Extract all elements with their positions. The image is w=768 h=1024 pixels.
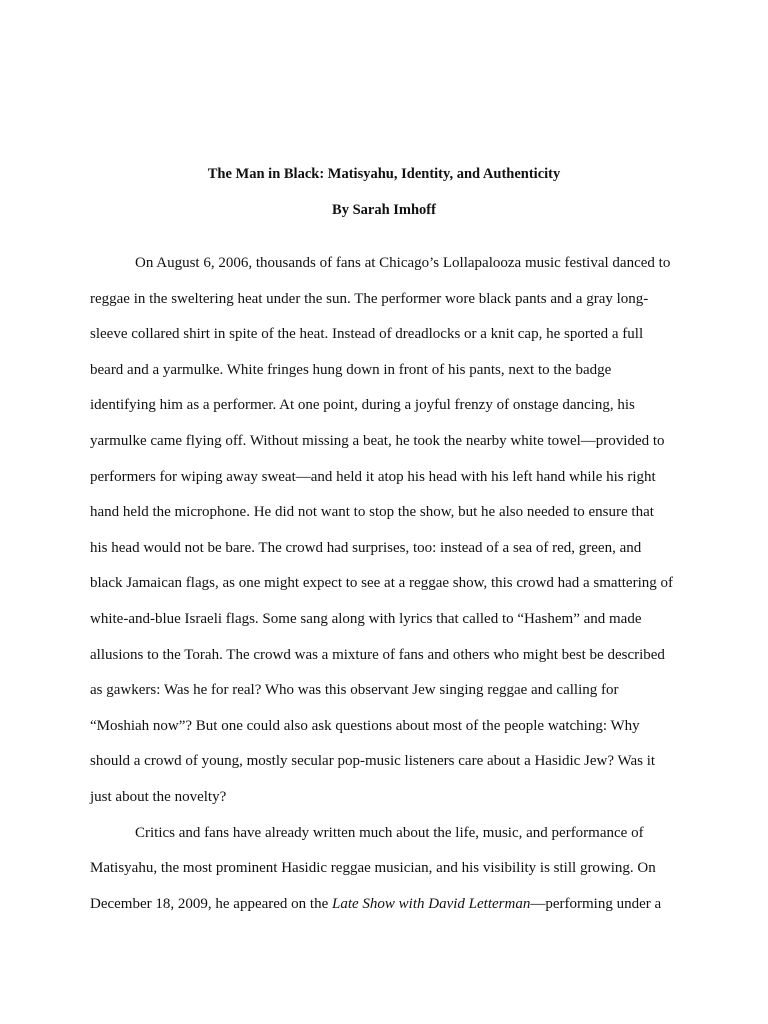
paragraph-line: just about the novelty? (90, 788, 227, 805)
paragraph-line: Critics and fans have already written much about the life, music, and performance of (135, 824, 644, 841)
paragraph-line: his head would not be bare. The crowd had surprises, too: instead of a sea of red, green, and (90, 539, 642, 556)
body-text (90, 251, 690, 927)
paragraph-line: sleeve collared shirt in spite of the heat. Instead of dreadlocks or a knit cap, he sported a full (90, 326, 644, 343)
paragraph-line: performers for wiping away sweat—and held it atop his head with his left hand while his right (90, 468, 656, 485)
paragraph-line: as gawkers: Was he for real? Who was this observant Jew singing reggae and calling for (90, 682, 619, 699)
paragraph-line: identifying him as a performer. At one point, during a joyful frenzy of onstage dancing, his (90, 397, 635, 414)
paragraph-line (90, 892, 690, 928)
document-title: The Man in Black: Matisyahu, Identity, and Authenticity (207, 166, 561, 182)
paragraph-line: black Jamaican flags, as one might expect to see at a reggae show, this crowd had a smattering of (90, 575, 673, 592)
paragraph-1 (90, 251, 690, 821)
paragraph-line: reggae in the sweltering heat under the sun. The performer wore black pants and a gray long- (90, 290, 649, 307)
paragraph-line: allusions to the Torah. The crowd was a mixture of fans and others who might best be described (90, 646, 665, 663)
paragraph-line: yarmulke came flying off. Without missing a beat, he took the nearby white towel—provided to (90, 432, 665, 449)
paragraph-line: beard and a yarmulke. White fringes hung down in front of his pants, next to the badge (90, 361, 612, 378)
paragraph-line: On August 6, 2006, thousands of fans at Chicago’s Lollapalooza music festival danced to (135, 255, 671, 271)
paragraph-line: “Moshiah now”? But one could also ask questions about most of the people watching: Why (90, 717, 640, 734)
paragraph-line: hand held the microphone. He did not want to stop the show, but he also needed to ensure that (90, 504, 654, 521)
paragraph-line: white-and-blue Israeli flags. Some sang along with lyrics that called to “Hashem” and made (90, 610, 642, 627)
line-text: —performing under a (530, 895, 662, 912)
author-byline: By Sarah Imhoff (332, 202, 436, 218)
paragraph-line: should a crowd of young, mostly secular pop-music listeners care about a Hasidic Jew? Was it (90, 753, 656, 770)
paragraph-line: Matisyahu, the most prominent Hasidic reggae musician, and his visibility is still growing. On (90, 860, 656, 877)
line-text: December 18, 2009, he appeared on the (90, 895, 332, 912)
paragraph-2 (90, 821, 690, 928)
show-title-italic: Late Show with David Letterman (332, 895, 531, 912)
